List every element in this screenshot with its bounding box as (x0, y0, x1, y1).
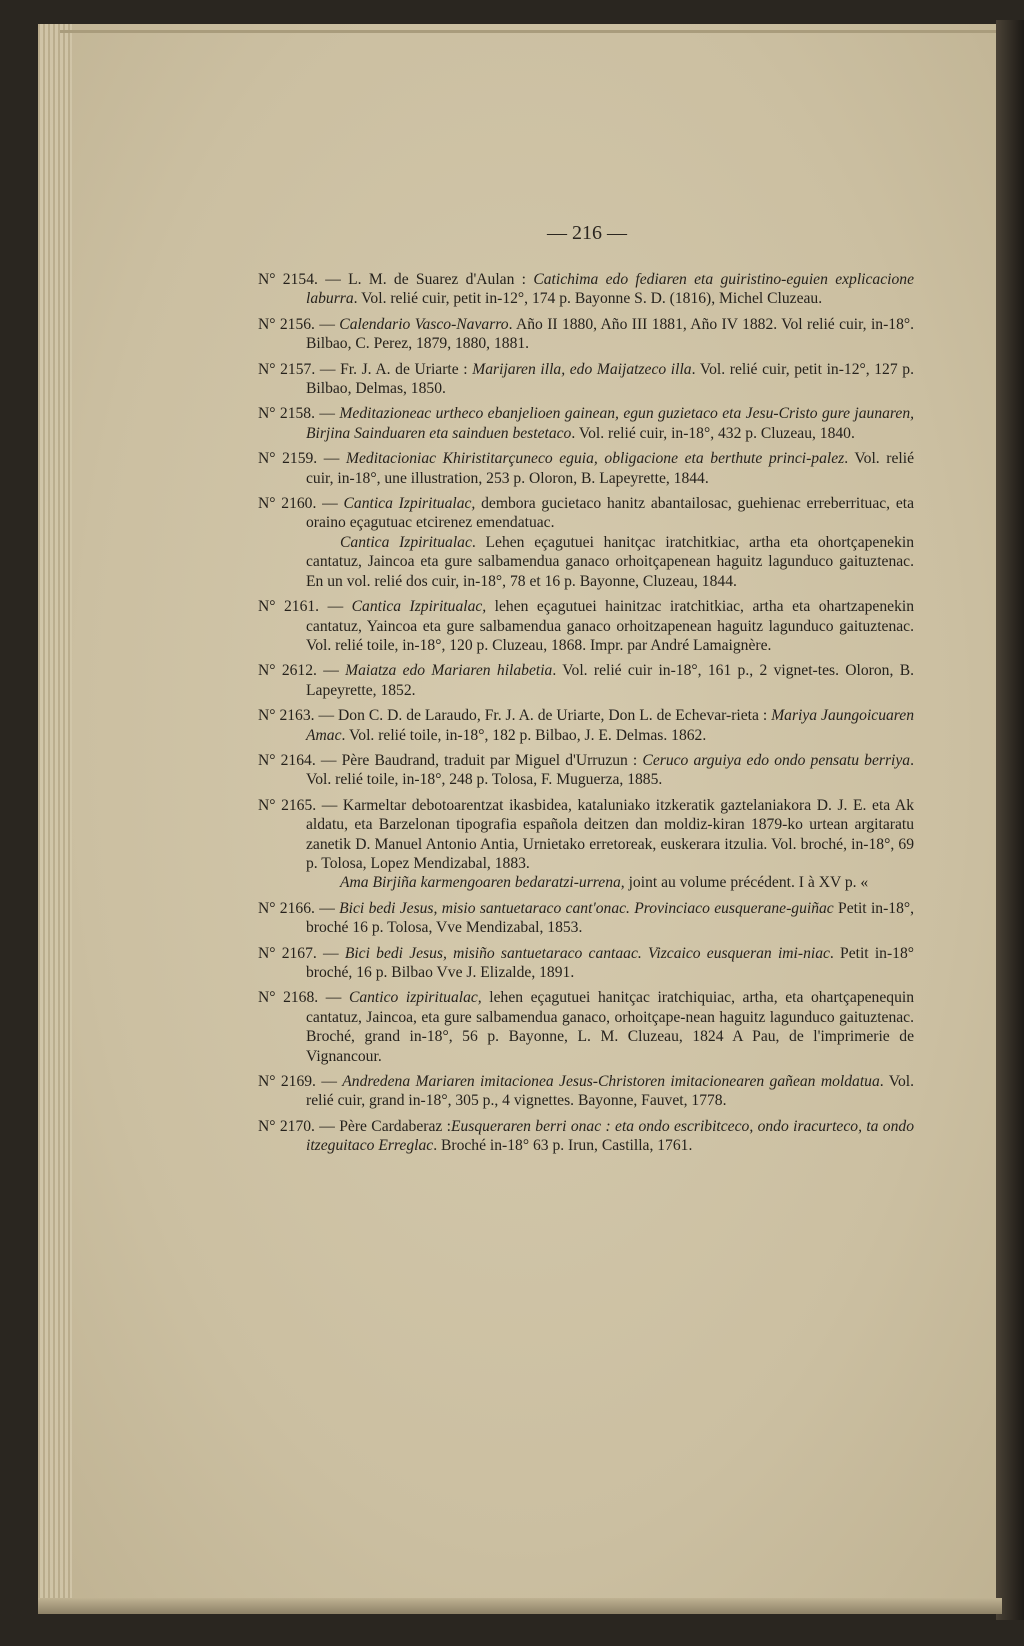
entry-text: . Petit in-18° broché, 16 p. Bilbao Vve J. Elizalde, 1891. (306, 944, 914, 981)
entry-number: N° 2169. (258, 1073, 316, 1091)
catalog-entry (258, 404, 914, 443)
entry-text: joint au volume précédent. I à XV p. « (624, 874, 869, 892)
entry-title: Cantica Izpiritualac, (351, 598, 487, 616)
catalog-entry (258, 270, 914, 309)
catalog-entry (258, 944, 914, 983)
entry-subparagraph (306, 873, 914, 892)
entry-number: N° 2156. (258, 315, 315, 333)
entry-text: . Vol. relié cuir, in-18°, une illustration, 253 p. Oloron, B. Lapeyrette, 1844. (306, 450, 914, 487)
entry-title: Meditacioniac Khiristitarçuneco eguia, obligacione eta berthute princi-palez (345, 450, 845, 468)
entry-title: Ama Birjiña karmengoaren bedaratzi-urrena, (340, 874, 625, 892)
entry-subparagraph (306, 533, 914, 591)
entry-text: — (316, 944, 345, 962)
entry-text: lehen eçagutuei hanitçac iratchiquiac, artha, eta ohartçapenequin cantatuz, Jaincoa, eta gure salbamendua ganaco, orhoitçape-nean haguitz lagunduco gaituztenac. Broché, grand in-18°, 56 p. Bayonne, L. M. Cluzeau, 1824 A Pau, de l'imprimerie de Vignancour. (306, 989, 914, 1065)
entry-title: Bici bedi Jesus, misio santuetaraco cant'onac. Provinciaco eusquerane-guiñac (339, 899, 834, 917)
entry-text: . Vol. relié cuir, petit in-12°, 127 p. Bilbao, Delmas, 1850. (306, 360, 914, 398)
entry-text: — L. M. de Suarez d'Aulan : (317, 271, 534, 288)
page-stack-edge (38, 24, 72, 1614)
entry-title: Meditazioneac urtheco ebanjelioen gainean, egun guzietaco eta Jesu-Cristo gure jaunaren, Birjina Sainduaren eta sainduen bestetaco (306, 405, 915, 442)
entry-text: — (316, 662, 346, 680)
page-number: — 216 — (547, 222, 627, 244)
entry-text: Petit in-18°, broché 16 p. Tolosa, Vve Mendizabal, 1853. (306, 899, 915, 937)
entry-number: N° 2158. (258, 405, 315, 423)
entry-number: N° 2160. (258, 495, 317, 513)
entry-text: . Vol. relié toile, in-18°, 248 p. Tolosa, F. Muguerza, 1885. (306, 751, 914, 789)
catalog-entry (258, 899, 914, 938)
entry-text: — (316, 495, 344, 513)
entry-text: . Año II 1880, Año III 1881, Año IV 1882. Vol relié cuir, in-18°. Bilbao, C. Perez, 1879, 1880, 1881. (306, 315, 915, 353)
entry-title: Cantica Izpiritualac, (343, 495, 476, 513)
entry-number: N° 2154. (258, 271, 318, 288)
entry-number: N° 2167. (258, 944, 317, 962)
entry-text: — (319, 598, 352, 616)
catalog-entry (258, 1072, 914, 1111)
catalog-entry (258, 751, 914, 790)
entry-text: — (314, 315, 340, 333)
entry-title: Eusqueraren berri onac : eta ondo escribitceco, ondo iracurteco, ta ondo itzeguitaco Erreglac (306, 1117, 914, 1155)
catalog-entry (258, 597, 914, 655)
entry-title: Andredena Mariaren imitacionea Jesus-Christoren imitacionearen gañean moldatua (342, 1073, 880, 1091)
entry-title: Marijaren illa, edo Maijatzeco illa (472, 360, 692, 378)
entry-title: Mariya Jaungoicuaren Amac (306, 707, 915, 744)
entry-number: N° 2159. (258, 450, 318, 468)
entry-text: — (318, 989, 349, 1007)
entry-text: lehen eçagutuei hainitzac iratchitkiac, artha eta ohartzapenekin cantatuz, Yaincoa eta gure salbamendua ganaco orhoitzapenean haguitz lagunduco gaituztenac. Vol. relié toile, in-18°, 120 p. Cluzeau, 1868. Impr. par André Lamaignère. (306, 598, 914, 654)
catalog-entry (258, 661, 914, 700)
entry-text: . Broché in-18° 63 p. Irun, Castilla, 1761. (433, 1137, 693, 1155)
entry-text: dembora gucietaco hanitz abantailosac, guehienac erreberrituac, eta oraino eçagutuac etcirenez emendatuac. (306, 495, 915, 532)
entry-number: N° 2161. (258, 598, 320, 616)
entry-text: . Vol. relié cuir, in-18°, 432 p. Cluzeau, 1840. (571, 424, 855, 442)
entry-number: N° 2165. (258, 796, 317, 814)
entry-text: — Karmeltar debotoarentzat ikasbidea, kataluniako itzkeratik gaztelaniakora D. J. E. eta Ak aldatu, eta Barzelonan tipografia española deitzen dan moldiz-kiran 1879-ko urtean argitaratu zanetik D. Manuel Antonio Antia, Urnietako erretoreak, euskerara itzulia. Vol. broché, in-18°, 69 p. Tolosa, Lopez Mendizabal, 1883. (306, 796, 914, 872)
page-top-edge (60, 30, 1000, 33)
entry-text: . Vol. relié cuir in-18°, 161 p., 2 vignet-tes. Oloron, B. Lapeyrette, 1852. (306, 662, 914, 699)
entry-text: — Père Baudrand, traduit par Miguel d'Urruzun : (315, 751, 643, 769)
catalog-entry (258, 796, 914, 893)
catalog-entry (258, 449, 914, 488)
entry-number: N° 2612. (258, 662, 317, 680)
entry-text: — (317, 450, 346, 468)
entry-text: — (314, 899, 340, 917)
catalog-entry (258, 315, 914, 354)
entry-text: — Don C. D. de Laraudo, Fr. J. A. de Uriarte, Don L. de Echevar-rieta : (314, 707, 772, 725)
entry-title: Cantico izpiritualac, (348, 989, 482, 1007)
catalog-entry (258, 988, 914, 1066)
page-bottom-edge (38, 1598, 1002, 1614)
entry-number: N° 2164. (258, 751, 316, 769)
entry-title: Maiatza edo Mariaren hilabetia (345, 662, 553, 680)
entry-number: N° 2168. (258, 989, 319, 1007)
entry-title: Calendario Vasco-Navarro (339, 315, 509, 333)
entry-text: — Fr. J. A. de Uriarte : (315, 360, 473, 378)
entry-text: . Vol. relié cuir, petit in-12°, 174 p. Bayonne S. D. (1816), Michel Cluzeau. (353, 290, 823, 308)
entry-number: N° 2157. (258, 360, 316, 378)
entry-number: N° 2170. (258, 1117, 315, 1135)
catalog-entry (258, 1117, 914, 1156)
entry-title: Bici bedi Jesus, misiño santuetaraco cantaac. Vizcaico eusqueran imi-niac (344, 944, 830, 962)
binding-edge (996, 20, 1024, 1620)
entry-number: N° 2166. (258, 899, 315, 917)
catalog-entry (258, 360, 914, 399)
entry-text: . Lehen eçagutuei hanitçac iratchitkiac, artha eta ohortçapenekin cantatuz, Jaincoa eta gure salbamendua ganaco orhoitçapenean haguitz lagunduco gaituztenac. En un vol. relié dos cuir, in-18°, 78 et 16 p. Bayonne, Cluzeau, 1844. (306, 533, 914, 590)
entry-text: — (315, 1073, 343, 1091)
entry-number: N° 2163. (258, 707, 315, 725)
entry-title: Cantica Izpiritualac (340, 533, 472, 551)
entry-text: — (315, 405, 340, 423)
catalog-entry (258, 706, 914, 745)
catalog-entry (258, 494, 914, 591)
entry-text: — Père Cardaberaz : (314, 1117, 451, 1135)
entry-title: Ceruco arguiya edo ondo pensatu berriya (642, 751, 911, 769)
entry-text: . Vol. relié toile, in-18°, 182 p. Bilbao, J. E. Delmas. 1862. (341, 726, 707, 744)
entry-title: Catichima edo fediaren eta guiristino-eguien explicacione laburra (306, 271, 914, 308)
entry-text: . Vol. relié cuir, grand in-18°, 305 p., 4 vignettes. Bayonne, Fauvet, 1778. (306, 1073, 915, 1110)
catalog-entries (258, 270, 914, 1162)
